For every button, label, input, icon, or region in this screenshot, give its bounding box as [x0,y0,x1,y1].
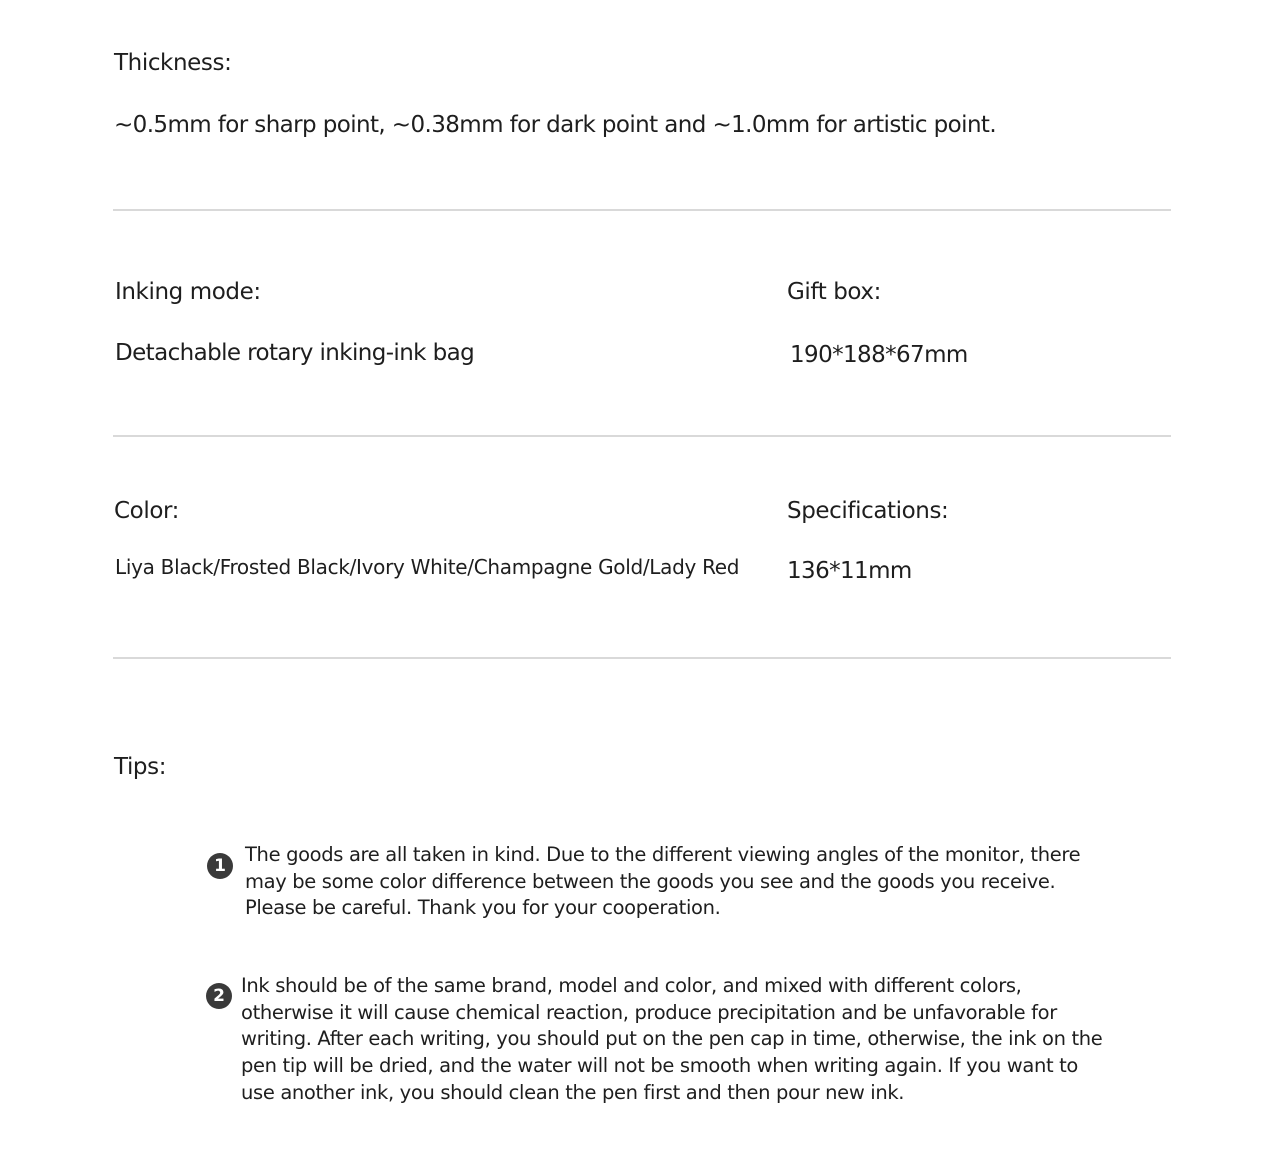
thickness-value: ~0.5mm for sharp point, ~0.38mm for dark point and ~1.0mm for artistic point. [114,112,997,138]
tip-2-text: Ink should be of the same brand, model and color, and mixed with different colors, otherwise it will cause chemical reaction, produce precipitation and be unfavorable for writing. After each writing, you should put on the pen cap in time, otherwise, the ink on the pen tip will be dried, and the water will not be smooth when writing again. If you want to use another ink, you should clean the pen first and then pour new ink. [241,974,1103,1104]
tip-1-text: The goods are all taken in kind. Due to the different viewing angles of the monitor, there may be some color difference between the goods you see and the goods you receive. Please be careful. Thank you for your cooperation. [245,843,1081,920]
gift-box-label: Gift box: [787,279,881,305]
tip-2-number-badge: 2 [206,983,232,1009]
specifications-label: Specifications: [787,498,949,524]
color-value: Liya Black/Frosted Black/Ivory White/Champagne Gold/Lady Red [115,555,740,579]
divider-1 [113,209,1171,211]
tip-1-number-badge: 1 [207,853,233,879]
thickness-label: Thickness: [114,50,232,76]
divider-3 [113,657,1171,659]
inking-mode-label: Inking mode: [115,279,261,305]
color-label: Color: [114,498,179,524]
divider-2 [113,435,1171,437]
inking-mode-value: Detachable rotary inking-ink bag [115,340,475,366]
gift-box-value: 190*188*67mm [790,342,968,368]
specifications-value: 136*11mm [787,558,912,584]
tips-label: Tips: [114,754,167,780]
